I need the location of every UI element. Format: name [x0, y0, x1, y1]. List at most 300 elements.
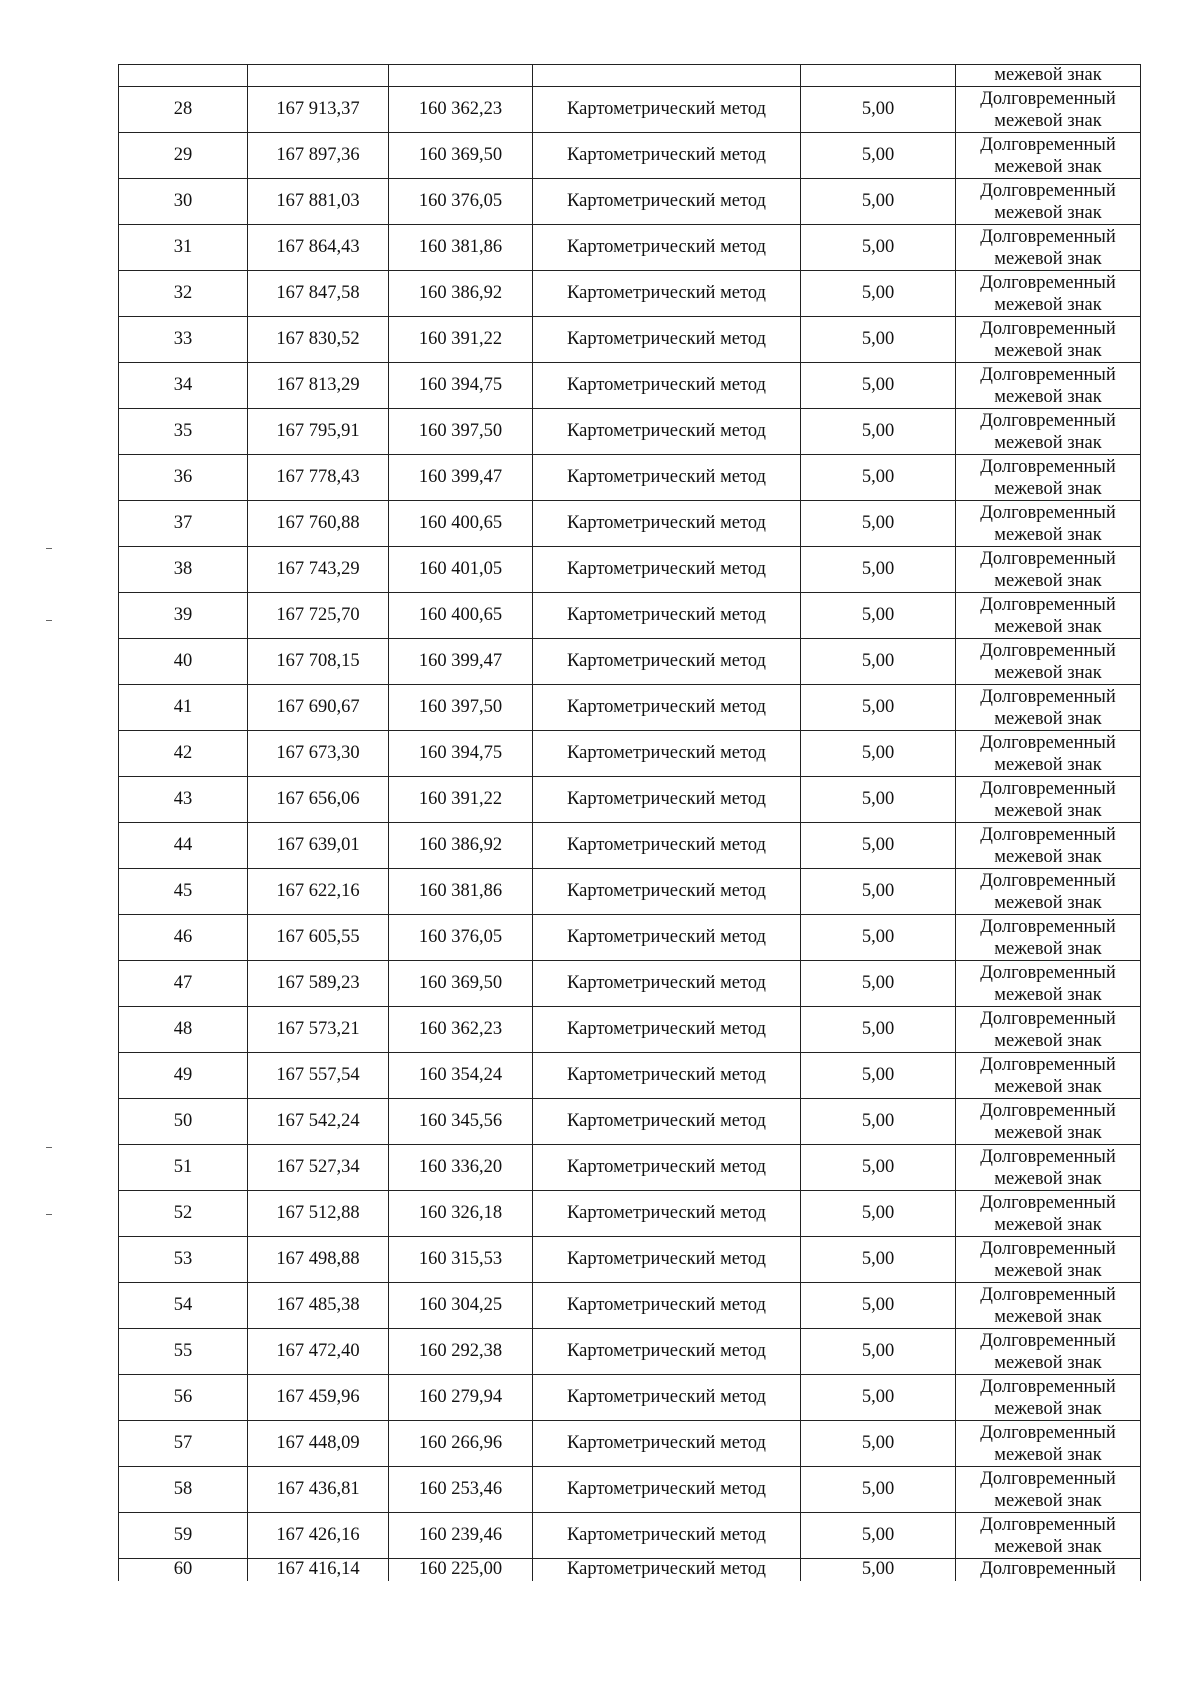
table-row	[119, 639, 1141, 685]
description-line-2: межевой знак	[994, 1122, 1102, 1143]
cell-point-number: 59	[119, 1513, 248, 1559]
cell-y-coordinate: 160 381,86	[389, 225, 533, 271]
cell-method: Картометрический метод	[533, 1145, 801, 1191]
cell-x-coordinate: 167 527,34	[248, 1145, 389, 1191]
cell-y-coordinate: 160 397,50	[389, 685, 533, 731]
cell-accuracy: 5,00	[801, 869, 956, 915]
cell-y-coordinate: 160 369,50	[389, 961, 533, 1007]
cell-description: межевой знак	[956, 65, 1141, 87]
cell-accuracy: 5,00	[801, 1467, 956, 1513]
cell-y-coordinate: 160 401,05	[389, 547, 533, 593]
cell-point-number: 36	[119, 455, 248, 501]
cell-accuracy: 5,00	[801, 455, 956, 501]
description-line-1: Долговременный	[980, 778, 1116, 799]
cell-y-coordinate: 160 399,47	[389, 639, 533, 685]
cell-point-number: 55	[119, 1329, 248, 1375]
cell-x-coordinate: 167 690,67	[248, 685, 389, 731]
cell-accuracy: 5,00	[801, 1559, 956, 1582]
table-row	[119, 1145, 1141, 1191]
cell-accuracy: 5,00	[801, 593, 956, 639]
table-body	[119, 65, 1141, 1582]
cell-accuracy: 5,00	[801, 1329, 956, 1375]
cell-point-number: 34	[119, 363, 248, 409]
cell-point-number: 46	[119, 915, 248, 961]
cell-accuracy: 5,00	[801, 915, 956, 961]
margin-tick	[46, 1147, 52, 1148]
description-line-1: Долговременный	[980, 962, 1116, 983]
cell-description	[956, 1237, 1141, 1283]
description-line-2: межевой знак	[994, 386, 1102, 407]
cell-y-coordinate: 160 376,05	[389, 915, 533, 961]
cell-accuracy: 5,00	[801, 409, 956, 455]
table-row	[119, 593, 1141, 639]
cell-description	[956, 363, 1141, 409]
description-line-1: Долговременный	[980, 548, 1116, 569]
cell-y-coordinate: 160 326,18	[389, 1191, 533, 1237]
cell-point-number: 57	[119, 1421, 248, 1467]
cell-point-number: 44	[119, 823, 248, 869]
description-line-2: межевой знак	[994, 938, 1102, 959]
cell-method: Картометрический метод	[533, 915, 801, 961]
description-line-2: межевой знак	[994, 754, 1102, 775]
description-line-1: Долговременный	[980, 272, 1116, 293]
cell-method: Картометрический метод	[533, 547, 801, 593]
table-row	[119, 1237, 1141, 1283]
table-row	[119, 685, 1141, 731]
cell-y-coordinate: 160 394,75	[389, 731, 533, 777]
cell-x-coordinate: 167 743,29	[248, 547, 389, 593]
table-row	[119, 1283, 1141, 1329]
cell-description	[956, 1329, 1141, 1375]
cell-description	[956, 1513, 1141, 1559]
cell-point-number: 38	[119, 547, 248, 593]
cell-point-number: 41	[119, 685, 248, 731]
cell-accuracy	[801, 65, 956, 87]
table-row	[119, 363, 1141, 409]
cell-point-number: 56	[119, 1375, 248, 1421]
cell-description	[956, 1421, 1141, 1467]
cell-method: Картометрический метод	[533, 1559, 801, 1582]
cell-accuracy: 5,00	[801, 225, 956, 271]
cell-point-number: 30	[119, 179, 248, 225]
cell-description	[956, 593, 1141, 639]
table-row	[119, 1375, 1141, 1421]
cell-x-coordinate: 167 795,91	[248, 409, 389, 455]
cell-method: Картометрический метод	[533, 639, 801, 685]
description-line-2: межевой знак	[994, 202, 1102, 223]
cell-x-coordinate: 167 897,36	[248, 133, 389, 179]
table-row	[119, 1421, 1141, 1467]
cell-point-number: 43	[119, 777, 248, 823]
cell-x-coordinate: 167 830,52	[248, 317, 389, 363]
cell-description	[956, 1007, 1141, 1053]
description-line-2: межевой знак	[994, 340, 1102, 361]
cell-method: Картометрический метод	[533, 501, 801, 547]
cell-method: Картометрический метод	[533, 1375, 801, 1421]
cell-method: Картометрический метод	[533, 1283, 801, 1329]
cell-accuracy: 5,00	[801, 639, 956, 685]
cell-method: Картометрический метод	[533, 179, 801, 225]
cell-x-coordinate: 167 416,14	[248, 1559, 389, 1582]
cell-x-coordinate: 167 708,15	[248, 639, 389, 685]
cell-method: Картометрический метод	[533, 363, 801, 409]
description-line-2: межевой знак	[994, 1536, 1102, 1557]
cell-point-number: 29	[119, 133, 248, 179]
cell-y-coordinate: 160 391,22	[389, 317, 533, 363]
cell-point-number: 51	[119, 1145, 248, 1191]
cell-description	[956, 87, 1141, 133]
cell-accuracy: 5,00	[801, 1513, 956, 1559]
description-line-1: Долговременный	[980, 180, 1116, 201]
table-row	[119, 317, 1141, 363]
cell-method: Картометрический метод	[533, 961, 801, 1007]
description-line-2: межевой знак	[994, 708, 1102, 729]
cell-point-number: 35	[119, 409, 248, 455]
description-line-2: межевой знак	[994, 846, 1102, 867]
cell-y-coordinate: 160 292,38	[389, 1329, 533, 1375]
cell-y-coordinate: 160 336,20	[389, 1145, 533, 1191]
cell-point-number: 32	[119, 271, 248, 317]
cell-accuracy: 5,00	[801, 87, 956, 133]
table-row	[119, 961, 1141, 1007]
cell-method: Картометрический метод	[533, 1237, 801, 1283]
cell-accuracy: 5,00	[801, 777, 956, 823]
cell-description	[956, 409, 1141, 455]
cell-point-number: 50	[119, 1099, 248, 1145]
table-row	[119, 1099, 1141, 1145]
cell-x-coordinate: 167 656,06	[248, 777, 389, 823]
cell-accuracy: 5,00	[801, 547, 956, 593]
cell-y-coordinate: 160 279,94	[389, 1375, 533, 1421]
cell-accuracy: 5,00	[801, 317, 956, 363]
cell-x-coordinate: 167 639,01	[248, 823, 389, 869]
description-line-1: Долговременный	[980, 686, 1116, 707]
description-line-2: межевой знак	[994, 800, 1102, 821]
cell-y-coordinate: 160 397,50	[389, 409, 533, 455]
cell-description	[956, 1191, 1141, 1237]
description-line-2: межевой знак	[994, 1398, 1102, 1419]
description-line-2: межевой знак	[994, 110, 1102, 131]
cell-y-coordinate: 160 345,56	[389, 1099, 533, 1145]
cell-accuracy: 5,00	[801, 271, 956, 317]
table-row-continuation	[119, 65, 1141, 87]
cell-description	[956, 869, 1141, 915]
description-line-1: Долговременный	[980, 410, 1116, 431]
description-line-2: межевой знак	[994, 294, 1102, 315]
cell-description	[956, 547, 1141, 593]
margin-tick	[46, 1214, 52, 1215]
table-row	[119, 1329, 1141, 1375]
cell-point-number: 52	[119, 1191, 248, 1237]
table-row	[119, 823, 1141, 869]
cell-x-coordinate: 167 778,43	[248, 455, 389, 501]
description-line-2: межевой знак	[994, 1490, 1102, 1511]
cell-method: Картометрический метод	[533, 1053, 801, 1099]
table-row	[119, 455, 1141, 501]
description-line-1: Долговременный	[980, 870, 1116, 891]
cell-x-coordinate: 167 589,23	[248, 961, 389, 1007]
description-line-2: межевой знак	[994, 892, 1102, 913]
description-line-2: межевой знак	[994, 662, 1102, 683]
cell-method: Картометрический метод	[533, 317, 801, 363]
cell-description	[956, 501, 1141, 547]
cell-x-coordinate: 167 813,29	[248, 363, 389, 409]
description-line-2: межевой знак	[994, 1306, 1102, 1327]
cell-method: Картометрический метод	[533, 823, 801, 869]
cell-accuracy: 5,00	[801, 823, 956, 869]
cell-x-coordinate: 167 459,96	[248, 1375, 389, 1421]
cell-y-coordinate: 160 362,23	[389, 1007, 533, 1053]
cell-y-coordinate: 160 304,25	[389, 1283, 533, 1329]
cell-x-coordinate: 167 673,30	[248, 731, 389, 777]
cell-y-coordinate: 160 394,75	[389, 363, 533, 409]
cell-x-coordinate: 167 436,81	[248, 1467, 389, 1513]
table-row	[119, 133, 1141, 179]
cell-method: Картометрический метод	[533, 1421, 801, 1467]
description-line-2: межевой знак	[994, 248, 1102, 269]
cell-method: Картометрический метод	[533, 1191, 801, 1237]
description-line-1: Долговременный	[980, 226, 1116, 247]
cell-method: Картометрический метод	[533, 225, 801, 271]
description-line-2: межевой знак	[994, 1352, 1102, 1373]
cell-x-coordinate: 167 512,88	[248, 1191, 389, 1237]
description-line-1: Долговременный	[980, 364, 1116, 385]
cell-method: Картометрический метод	[533, 1467, 801, 1513]
cell-accuracy: 5,00	[801, 1237, 956, 1283]
description-line-1: Долговременный	[980, 1100, 1116, 1121]
table-row	[119, 179, 1141, 225]
cell-x-coordinate: 167 881,03	[248, 179, 389, 225]
description-line-1: Долговременный	[980, 1238, 1116, 1259]
table-row	[119, 731, 1141, 777]
cell-method: Картометрический метод	[533, 593, 801, 639]
table-row	[119, 87, 1141, 133]
description-line-2: межевой знак	[994, 1168, 1102, 1189]
description-line-1: Долговременный	[980, 1559, 1116, 1579]
cell-point-number: 58	[119, 1467, 248, 1513]
cell-method: Картометрический метод	[533, 1007, 801, 1053]
cell-y-coordinate: 160 391,22	[389, 777, 533, 823]
description-line-1: Долговременный	[980, 1284, 1116, 1305]
cell-accuracy: 5,00	[801, 501, 956, 547]
cell-point-number: 33	[119, 317, 248, 363]
cell-y-coordinate: 160 399,47	[389, 455, 533, 501]
description-line-1: Долговременный	[980, 732, 1116, 753]
cell-point-number: 54	[119, 1283, 248, 1329]
cell-x-coordinate: 167 913,37	[248, 87, 389, 133]
description-line-2: межевой знак	[994, 984, 1102, 1005]
margin-tick	[46, 548, 52, 549]
cell-y-coordinate: 160 386,92	[389, 823, 533, 869]
cell-description	[956, 225, 1141, 271]
cell-x-coordinate: 167 426,16	[248, 1513, 389, 1559]
cell-x-coordinate: 167 605,55	[248, 915, 389, 961]
cell-description	[956, 777, 1141, 823]
cell-description	[956, 271, 1141, 317]
cell-point-number: 47	[119, 961, 248, 1007]
description-line-1: Долговременный	[980, 318, 1116, 339]
cell-x-coordinate: 167 557,54	[248, 1053, 389, 1099]
description-line-1: Долговременный	[980, 824, 1116, 845]
description-line-1: Долговременный	[980, 502, 1116, 523]
cell-method: Картометрический метод	[533, 1099, 801, 1145]
description-line-1: Долговременный	[980, 134, 1116, 155]
description-line-2: межевой знак	[994, 616, 1102, 637]
description-line-2: межевой знак	[994, 570, 1102, 591]
cell-description	[956, 685, 1141, 731]
cell-description	[956, 639, 1141, 685]
cell-point-number: 37	[119, 501, 248, 547]
cell-description	[956, 961, 1141, 1007]
cell-accuracy: 5,00	[801, 1007, 956, 1053]
cell-y-coordinate: 160 400,65	[389, 501, 533, 547]
cell-point-number: 40	[119, 639, 248, 685]
cell-point-number: 45	[119, 869, 248, 915]
cell-description	[956, 455, 1141, 501]
margin-tick	[46, 620, 52, 621]
cell-accuracy: 5,00	[801, 133, 956, 179]
cell-description	[956, 1467, 1141, 1513]
cell-y-coordinate: 160 225,00	[389, 1559, 533, 1582]
cell-point-number: 60	[119, 1559, 248, 1582]
cell-x-coordinate: 167 485,38	[248, 1283, 389, 1329]
cell-point-number: 48	[119, 1007, 248, 1053]
table-row	[119, 225, 1141, 271]
description-line-1: Долговременный	[980, 1422, 1116, 1443]
description-line-1: Долговременный	[980, 640, 1116, 661]
description-line-1: Долговременный	[980, 916, 1116, 937]
table-row	[119, 501, 1141, 547]
cell-method: Картометрический метод	[533, 409, 801, 455]
description-line-2: межевой знак	[994, 1444, 1102, 1465]
table-row	[119, 1191, 1141, 1237]
cell-method: Картометрический метод	[533, 869, 801, 915]
cell-accuracy: 5,00	[801, 1375, 956, 1421]
cell-x-coordinate: 167 847,58	[248, 271, 389, 317]
cell-y-coordinate: 160 315,53	[389, 1237, 533, 1283]
cell-accuracy: 5,00	[801, 1191, 956, 1237]
cell-x-coordinate: 167 448,09	[248, 1421, 389, 1467]
cell-x-coordinate: 167 472,40	[248, 1329, 389, 1375]
description-line-1: Долговременный	[980, 1376, 1116, 1397]
cell-x-coordinate: 167 864,43	[248, 225, 389, 271]
cell-accuracy: 5,00	[801, 1421, 956, 1467]
cell-x-coordinate: 167 573,21	[248, 1007, 389, 1053]
description-line-1: Долговременный	[980, 1468, 1116, 1489]
cell-y-coordinate: 160 400,65	[389, 593, 533, 639]
cell-accuracy: 5,00	[801, 1283, 956, 1329]
cell-description	[956, 915, 1141, 961]
cell-description	[956, 731, 1141, 777]
cell-y-coordinate: 160 362,23	[389, 87, 533, 133]
cell-method: Картометрический метод	[533, 1513, 801, 1559]
cell-description	[956, 1099, 1141, 1145]
table-row	[119, 271, 1141, 317]
table-row-partial	[119, 1559, 1141, 1582]
description-line-2: межевой знак	[994, 478, 1102, 499]
cell-y-coordinate: 160 376,05	[389, 179, 533, 225]
cell-accuracy: 5,00	[801, 363, 956, 409]
cell-x-coordinate: 167 622,16	[248, 869, 389, 915]
cell-accuracy: 5,00	[801, 1145, 956, 1191]
cell-point-number: 42	[119, 731, 248, 777]
cell-x-coordinate: 167 498,88	[248, 1237, 389, 1283]
description-line-1: Долговременный	[980, 1330, 1116, 1351]
cell-description	[956, 179, 1141, 225]
cell-description	[956, 1375, 1141, 1421]
cell-point-number: 49	[119, 1053, 248, 1099]
cell-description	[956, 823, 1141, 869]
cell-y-coordinate: 160 239,46	[389, 1513, 533, 1559]
cell-y-coordinate: 160 253,46	[389, 1467, 533, 1513]
description-line-2: межевой знак	[994, 1030, 1102, 1051]
table-row	[119, 869, 1141, 915]
cell-accuracy: 5,00	[801, 1099, 956, 1145]
cell-method: Картометрический метод	[533, 455, 801, 501]
cell-x-coordinate: 167 725,70	[248, 593, 389, 639]
cell-y-coordinate: 160 381,86	[389, 869, 533, 915]
cell-x-coordinate: 167 760,88	[248, 501, 389, 547]
cell-x-coordinate	[248, 65, 389, 87]
cell-description	[956, 1559, 1141, 1582]
description-line-2: межевой знак	[994, 156, 1102, 177]
table-row	[119, 1053, 1141, 1099]
cell-accuracy: 5,00	[801, 179, 956, 225]
description-line-2: межевой знак	[994, 432, 1102, 453]
cell-point-number: 31	[119, 225, 248, 271]
cell-y-coordinate: 160 266,96	[389, 1421, 533, 1467]
cell-method: Картометрический метод	[533, 271, 801, 317]
description-line-1: Долговременный	[980, 1054, 1116, 1075]
cell-description	[956, 133, 1141, 179]
cell-method: Картометрический метод	[533, 87, 801, 133]
cell-y-coordinate: 160 354,24	[389, 1053, 533, 1099]
cell-method: Картометрический метод	[533, 1329, 801, 1375]
cell-point-number: 39	[119, 593, 248, 639]
table-row	[119, 1007, 1141, 1053]
cell-y-coordinate: 160 369,50	[389, 133, 533, 179]
cell-method: Картометрический метод	[533, 685, 801, 731]
description-line-1: Долговременный	[980, 1146, 1116, 1167]
cell-method: Картометрический метод	[533, 133, 801, 179]
description-line-2: межевой знак	[994, 1260, 1102, 1281]
cell-accuracy: 5,00	[801, 731, 956, 777]
description-line-1: Долговременный	[980, 88, 1116, 109]
cell-point-number	[119, 65, 248, 87]
cell-description	[956, 1145, 1141, 1191]
cell-point-number: 28	[119, 87, 248, 133]
cell-y-coordinate: 160 386,92	[389, 271, 533, 317]
description-line-2: межевой знак	[994, 1076, 1102, 1097]
cell-description	[956, 317, 1141, 363]
table-row	[119, 915, 1141, 961]
description-line-2: межевой знак	[994, 1214, 1102, 1235]
cell-accuracy: 5,00	[801, 961, 956, 1007]
description-line-1: Долговременный	[980, 594, 1116, 615]
cell-accuracy: 5,00	[801, 1053, 956, 1099]
cell-method: Картометрический метод	[533, 731, 801, 777]
table-row	[119, 777, 1141, 823]
boundary-points-table	[118, 64, 1141, 1581]
cell-accuracy: 5,00	[801, 685, 956, 731]
table-row	[119, 547, 1141, 593]
description-line-1: Долговременный	[980, 456, 1116, 477]
description-line-1: Долговременный	[980, 1514, 1116, 1535]
table-row	[119, 1513, 1141, 1559]
cell-y-coordinate	[389, 65, 533, 87]
description-line-2: межевой знак	[994, 524, 1102, 545]
description-line-1: Долговременный	[980, 1008, 1116, 1029]
